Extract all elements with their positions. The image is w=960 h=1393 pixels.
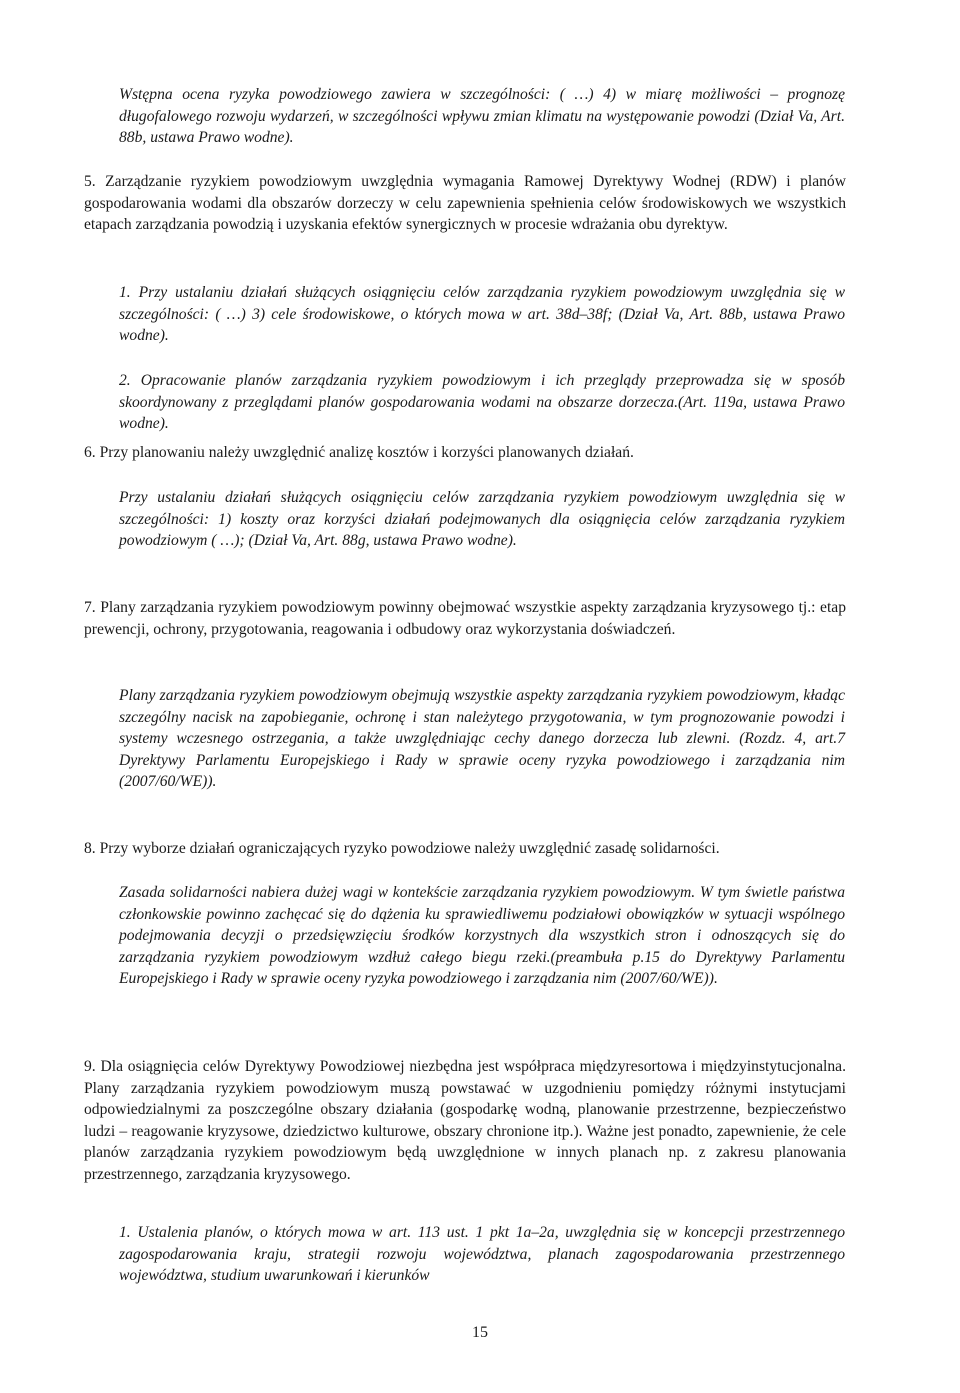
paragraph-9: 9. Dla osiągnięcia celów Dyrektywy Powodziowej niezbędna jest współpraca międzyresortowa i międzyinstytucjonalna. Plany zarządzania ryzykiem powodziowym muszą powstawać w uzgodnieniu pomiędzy różnymi instytucjami odpowiedzialnymi za poszczególne obszary działania (gospodarkę wodną, planowanie przestrzenne, bezpieczeństwo ludzi – reagowanie kryzysowe, dziedzictwo kulturowe, obszary chronione itp.). Ważne jest ponadto, zapewnienie, że cele planów zarządzania ryzykiem powodziowym będą uwzględnione w innych planach np. z zakresu planowania przestrzennego, zarządzania kryzysowego. [84, 1058, 846, 1183]
paragraph-8-quote: Zasada solidarności nabiera dużej wagi w kontekście zarządzania ryzykiem powodziowym. W tym świetle państwa członkowskie powinno zachęcać się do dążenia ku sprawiedliwemu podziałowi obowiązków w sytuacji wspólnego podejmowania decyzji o przedsięwzięciu środków korzystnych dla wszystkich stron i odnoszących się do zarządzania ryzykiem powodziowym wzdłuż całego biegu rzeki.(preambuła p.15 do Dyrektywy Parlamentu Europejskiego i Rady w sprawie oceny ryzyka powodziowego i zarządzania nim (2007/60/WE)). [119, 884, 845, 988]
paragraph-6-quote: Przy ustalaniu działań służących osiągnięciu celów zarządzania ryzykiem powodziowym uwzględnia się w szczególności: 1) koszty oraz korzyści działań podejmowanych dla osiągnięcia celów zarządzania ryzykiem powodziowym ( …); (Dział Va, Art. 88g, ustawa Prawo wodne). [119, 489, 845, 550]
paragraph-intro-quote: Wstępna ocena ryzyka powodziowego zawiera w szczególności: ( …) 4) w miarę możliwości – prognozę długofalowego rozwoju wydarzeń, w szczególności wpływu zmian klimatu na występowanie powodzi (Dział Va, Art. 88b, ustawa Prawo wodne). [119, 86, 845, 147]
paragraph-7-quote: Plany zarządzania ryzykiem powodziowym obejmują wszystkie aspekty zarządzania ryzykiem powodziowym, kładąc szczególny nacisk na zapobieganie, ochronę i stan należytego przygotowania, w tym prognozowanie powodzi i systemy wczesnego ostrzegania, a także uwzględniając cechy danego dorzecza lub zlewni. (Rozdz. 4, art.7 Dyrektywy Parlamentu Europejskiego i Rady w sprawie oceny ryzyka powodziowego i zarządzania nim (2007/60/WE)). [119, 687, 845, 791]
paragraph-9-point-1-quote: 1. Ustalenia planów, o których mowa w art. 113 ust. 1 pkt 1a–2a, uwzględnia się w koncepcji przestrzennego zagospodarowania kraju, strategii rozwoju województwa, planach zagospodarowania przestrzennego województwa, studium uwarunkowań i kierunków [119, 1224, 845, 1285]
paragraph-5-point-2-quote: 2. Opracowanie planów zarządzania ryzykiem powodziowym i ich przeglądy przeprowadza się w sposób skoordynowany z przeglądami planów gospodarowania wodami na obszarze dorzecza.(Art. 119a, ustawa Prawo wodne). [119, 372, 845, 433]
paragraph-5: 5. Zarządzanie ryzykiem powodziowym uwzględnia wymagania Ramowej Dyrektywy Wodnej (RDW) i planów gospodarowania wodami dla obszarów dorzeczy w celu zapewnienia spełnienia celów środowiskowych we wszystkich etapach zarządzania powodzią i uzyskania efektów synergicznych w procesie wdrażania obu dyrektyw. [84, 173, 846, 234]
paragraph-7: 7. Plany zarządzania ryzykiem powodziowym powinny obejmować wszystkie aspekty zarządzania kryzysowego tj.: etap prewencji, ochrony, przygotowania, reagowania i odbudowy oraz wykorzystania doświadczeń. [84, 599, 846, 638]
page-number: 15 [472, 1324, 488, 1341]
paragraph-5-point-1-quote: 1. Przy ustalaniu działań służących osiągnięciu celów zarządzania ryzykiem powodziowym uwzględnia się w szczególności: ( …) 3) cele środowiskowe, o których mowa w art. 38d–38f; (Dział Va, Art. 88b, ustawa Prawo wodne). [119, 284, 845, 345]
paragraph-8: 8. Przy wyborze działań ograniczających ryzyko powodziowe należy uwzględnić zasadę solidarności. [84, 840, 720, 857]
paragraph-6: 6. Przy planowaniu należy uwzględnić analizę kosztów i korzyści planowanych działań. [84, 444, 634, 461]
